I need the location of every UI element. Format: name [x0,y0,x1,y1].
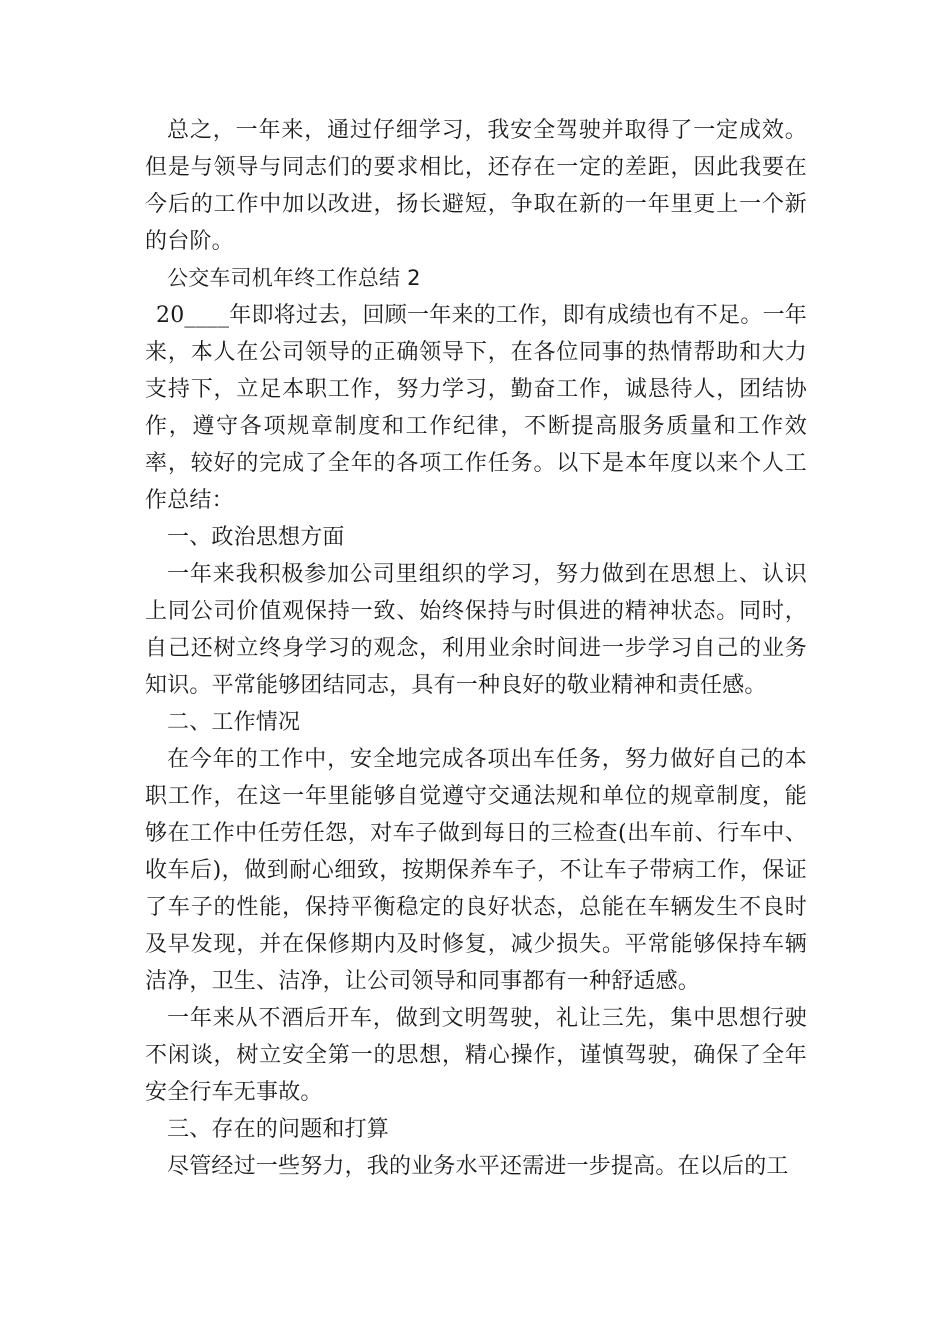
heading-work-situation: 二、工作情况 [167,710,301,735]
section-title: 公交车司机年终工作总结 2 [167,266,421,290]
heading-problems-plans: 三、存在的问题和打算 [167,1117,390,1142]
paragraph-work-situation: 在今年的工作中，安全地完成各项出车任务，努力做好自己的本职工作，在这一年里能够自觉遵守交通法规和单位的规章制度，能够在工作中任劳任怨，对车子做到每日的三检查(出车前、行车中、收车后)，做到耐心细致，按期保养车子，不让车子带病工作，保证了车子的性能，保持平衡稳定的良好状态，总能在车辆发生不良时及早发现，并在保修期内及时修复，减少损失。平常能够保持车辆洁净，卫生、洁净，让公司领导和同事都有一种舒适感。 [145,747,807,994]
paragraph-political-thought: 一年来我积极参加公司里组织的学习，努力做到在思想上、认识上同公司价值观保持一致、始终保持与时俱进的精神状态。同时，自己还树立终身学习的观念，利用业余时间进一步学习自己的业务知识。平常能够团结同志，具有一种良好的敬业精神和责任感。 [145,562,807,698]
paragraph-intro: 20____年即将过去，回顾一年来的工作，即有成绩也有不足。一年来，本人在公司领导的正确领导下，在各位同事的热情帮助和大力支持下，立足本职工作，努力学习，勤奋工作，诚恳待人，团结协作，遵守各项规章制度和工作纪律，不断提高服务质量和工作效率，较好的完成了全年的各项工作任务。以下是本年度以来个人工作总结： [145,303,807,513]
paragraph-safe-driving: 一年来从不酒后开车，做到文明驾驶，礼让三先，集中思想行驶不闲谈，树立安全第一的思想，精心操作，谨慎驾驶，确保了全年安全行车无事故。 [145,1006,807,1105]
paragraph-problems-plans: 尽管经过一些努力，我的业务水平还需进一步提高。在以后的工 [167,1154,789,1179]
paragraph-conclusion: 总之，一年来，通过仔细学习，我安全驾驶并取得了一定成效。但是与领导与同志们的要求相比，还存在一定的差距，因此我要在今后的工作中加以改进，扬长避短，争取在新的一年里更上一个新的台阶。 [145,118,807,254]
heading-political-thought: 一、政治思想方面 [167,525,345,550]
document-body [145,112,807,1185]
